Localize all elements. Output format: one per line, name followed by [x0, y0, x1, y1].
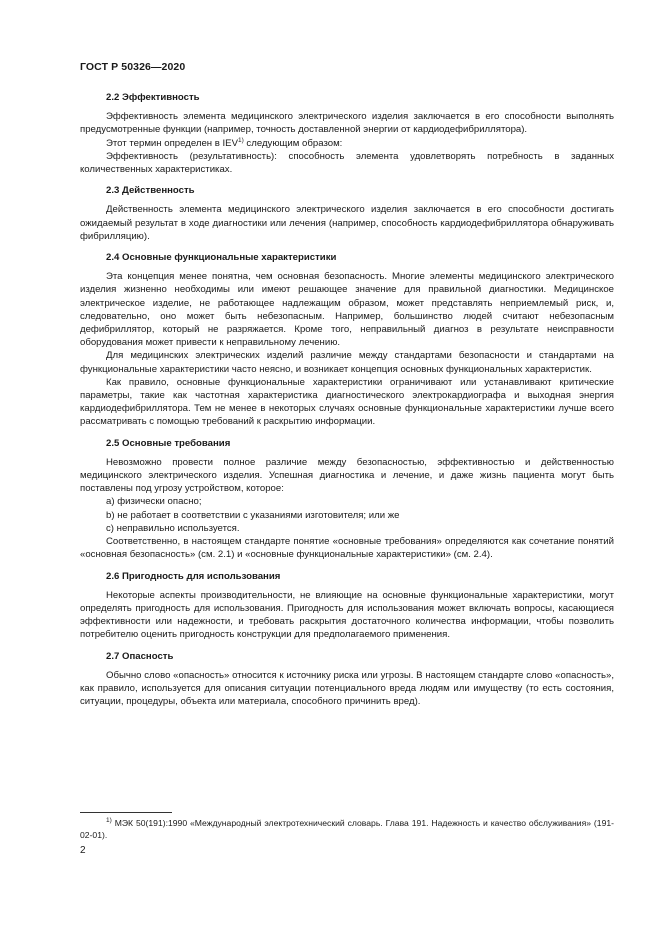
- section-heading: 2.6 Пригодность для использования: [106, 570, 281, 582]
- paragraph: Невозможно провести полное различие между безопасностью, эффективностью и действенностью медицинского электрического изделия. Успешная диагностика и лечение, и даже жизнь пациента могут быть поставлены под угрозу устройством, которое:: [80, 456, 614, 495]
- footnote-ref: 1): [237, 136, 244, 144]
- standard-header: ГОСТ Р 50326—2020: [80, 61, 186, 73]
- paragraph: Соответственно, в настоящем стандарте понятие «основные требования» определяются как сочетание понятий «основная безопасность» (см. 2.1) и «основные функциональные характеристики» (см. 2.4).: [80, 536, 614, 561]
- paragraph: Эта концепция менее понятна, чем основная безопасность. Многие элементы медицинского электрического изделия жизненно необходимы или имеют решающее значение для правильной диагностики. Медицинское электрическое изделие, не работающее надлежащим образом, может представлять неприемлемый риск, и, следовательно, оно может быть небезопасным. Например, большинство людей считают небезопасным дефибриллятор, который не разряжается. Кроме того, неправильный диагноз в результате неисправности оборудования может привести к неправильному лечению.: [80, 271, 614, 349]
- paragraph: Этот термин определен в IEV$^{1)}$ следующим образом:: [106, 136, 343, 149]
- footnote: $^{1)}$ МЭК 50(191):1990 «Международный электротехнический словарь. Глава 191. Надежность и качество обслуживания» (191-02-01).: [80, 817, 614, 840]
- footnote-divider: [80, 812, 172, 813]
- page-number: 2: [80, 845, 86, 856]
- section-heading: 2.5 Основные требования: [106, 437, 231, 449]
- section-heading: 2.7 Опасность: [106, 650, 174, 662]
- document-body: [80, 91, 614, 708]
- paragraph: Для медицинских электрических изделий различие между стандартами безопасности и стандартами на функциональные характеристики часто неясно, и возникает концепция основных функциональных характеристик.: [80, 350, 614, 375]
- footnote-marker: 1): [106, 817, 112, 825]
- list-item: c) неправильно используется.: [106, 522, 240, 534]
- paragraph: Как правило, основные функциональные характеристики ограничивают или устанавливают критические параметры, такие как частотная характеристика диагностического электрокардиографа и выходная энергия кардиодефибриллятора. Тем не менее в некоторых случаях основные функциональные характеристики лучше всего рассматривать с помощью требований к раскрытию информации.: [80, 376, 614, 428]
- paragraph: Некоторые аспекты производительности, не влияющие на основные функциональные характеристики, могут определять пригодность для использования. Пригодность для использования может включать вопросы, касающиеся эффективности или надежности, и требовать раскрытия достаточного количества информации, чтобы позволить потребителю оценить пригодность конструкции для предполагаемого применения.: [80, 589, 614, 641]
- paragraph: Эффективность элемента медицинского электрического изделия заключается в его способности выполнять предусмотренные функции (например, точность доставленной энергии от кардиодефибриллятора).: [80, 111, 614, 136]
- paragraph: Эффективность (результативность): способность элемента удовлетворять потребность в заданных количественных характеристиках.: [80, 150, 614, 176]
- section-heading: 2.3 Действенность: [106, 185, 195, 197]
- list-item: a) физически опасно;: [106, 496, 202, 508]
- paragraph: Обычно слово «опасность» относится к источнику риска или угрозы. В настоящем стандарте слово «опасность», как правило, используется для описания ситуации потенциального вреда людям или имуществу (то есть состояния, ситуации, процедуры, объекта или материала, способного причинить вред).: [80, 669, 614, 708]
- list-item: b) не работает в соответствии с указаниями изготовителя; или же: [106, 509, 400, 521]
- paragraph: Действенность элемента медицинского электрического изделия заключается в его способности достигать ожидаемый результат в ходе диагностики или лечения (например, способность кардиодефибриллятора обнаруживать фибрилляцию).: [80, 204, 614, 242]
- section-heading: 2.2 Эффективность: [106, 92, 200, 103]
- section-heading: 2.4 Основные функциональные характеристики: [106, 252, 337, 264]
